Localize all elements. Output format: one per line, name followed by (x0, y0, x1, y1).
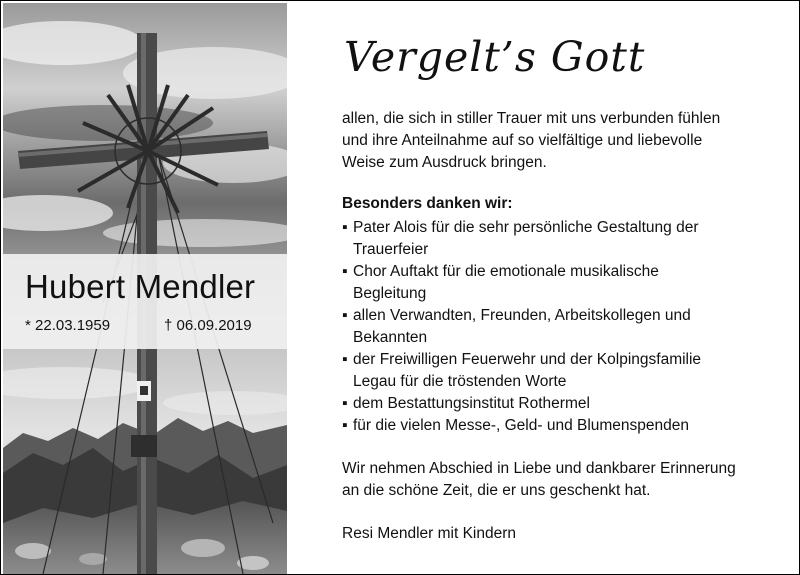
thanks-item-line: für die vielen Messe-, Geld- und Blumenspenden (353, 417, 690, 434)
thanks-item-line: Begleitung (353, 285, 427, 302)
intro-line: und ihre Anteilnahme auf so vielfältige und liebevolle (342, 132, 703, 149)
intro-paragraph (342, 108, 787, 174)
deceased-name: Hubert Mendler (25, 268, 256, 305)
thanks-item-line: Chor Auftakt für die emotionale musikalische (353, 263, 659, 280)
bullet-icon: ▪ (342, 219, 348, 236)
thanks-item-line: Pater Alois für die sehr persönliche Gestaltung der (353, 219, 699, 236)
bullet-icon: ▪ (342, 307, 348, 324)
bullet-icon: ▪ (342, 263, 348, 280)
thanks-list (342, 217, 787, 437)
thanks-heading: Besonders danken wir: (342, 195, 513, 212)
thanks-item (342, 393, 787, 415)
thanks-item (342, 217, 787, 261)
thanks-item-line: Legau für die tröstenden Worte (353, 373, 567, 390)
death-date: † 06.09.2019 (164, 317, 252, 334)
closing-line: an die schöne Zeit, die er uns geschenkt hat. (342, 482, 651, 499)
thanks-item (342, 415, 787, 437)
closing-paragraph (342, 458, 787, 502)
thanks-item (342, 305, 787, 349)
thanks-item (342, 261, 787, 305)
signature: Resi Mendler mit Kindern (342, 525, 517, 542)
headline: Vergelt’s Gott (344, 33, 646, 81)
bullet-icon: ▪ (342, 395, 348, 412)
name-band (3, 254, 287, 349)
thanks-item (342, 349, 787, 393)
thanks-item-line: dem Bestattungsinstitut Rothermel (353, 395, 590, 412)
bullet-icon: ▪ (342, 351, 348, 368)
thanks-item-line: der Freiwilligen Feuerwehr und der Kolpingsfamilie (353, 351, 702, 368)
bullet-icon: ▪ (342, 417, 348, 434)
thanks-item-line: Bekannten (353, 329, 428, 346)
intro-line: allen, die sich in stiller Trauer mit uns verbunden fühlen (342, 110, 721, 127)
thanks-item-line: allen Verwandten, Freunden, Arbeitskollegen und (353, 307, 691, 324)
thanks-item-line: Trauerfeier (353, 241, 429, 258)
closing-line: Wir nehmen Abschied in Liebe und dankbarer Erinnerung (342, 460, 736, 477)
birth-date: * 22.03.1959 (25, 317, 111, 334)
intro-line: Weise zum Ausdruck bringen. (342, 154, 547, 171)
